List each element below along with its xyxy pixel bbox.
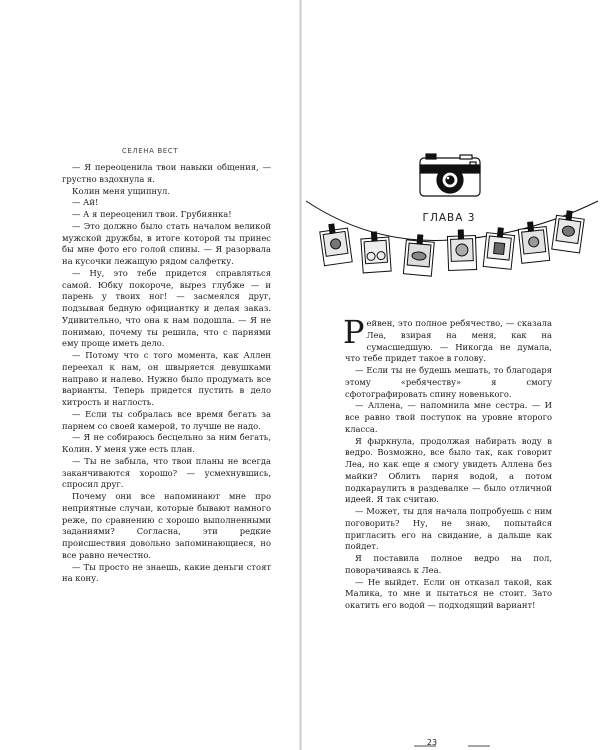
paragraph: — Если ты не будешь мешать, то благодаря этому «ребячеству» я смогу сфотографировать спину новенького. <box>345 365 552 399</box>
paragraph: — А я переоценил твои. Грубиянка! <box>72 209 232 219</box>
paragraph: Колин меня ущипнул. <box>72 185 171 196</box>
paragraph: — Потому что с того момента, как Аллен переехал к нам, он швыряется девушками направо и налево. Нужно было продумать все варианты. Теперь придется пустить в дело хитрость и наглость. <box>62 350 271 407</box>
paragraph: — Ты просто не знаешь, какие деньги стоят на кону. <box>62 561 271 584</box>
paragraph: Я поставила полное ведро на пол, поворачиваясь к Леа. <box>345 553 552 575</box>
paragraph: — Если ты собралась все время бегать за парнем со своей камерой, то лучше не надо. <box>62 408 271 431</box>
camera-icon <box>420 154 480 196</box>
paragraph: — Не выйдет. Если он отказал такой, как Малика, то мне и пытаться не стоит. Зато окатить его водой — подходящий вариант! <box>345 576 552 610</box>
paragraph: — Я не собираюсь бесцельно за ним бегать, Колин. У меня уже есть план. <box>62 432 271 454</box>
paragraph: Почему они все напоминают мне про неприятные случаи, которые бывают намного реже, по сравнению с хорошо выполненными заданиями? Согласна, эти редкие происшествия довольно запоминающиеся, но все равно нечестно. <box>62 491 271 560</box>
drop-cap: Р <box>343 313 365 351</box>
paragraph: — Ай! <box>72 197 99 208</box>
right-page-text <box>343 313 552 612</box>
paragraph: — Ну, это тебе придется справляться самой. Юбку покороче, вырез глубже — и парень у твоих ног! — засмеялся друг, подзывая бедную официантку и делая заказ. Удивительно, что она к нам подошла. — Я не понимаю, почему ты решила, что с парнями ему проще иметь дело. <box>62 267 271 349</box>
paragraph: — Аллена, — напомнила мне сестра. — И все равно твой поступок на уровне второго класса. <box>345 400 552 434</box>
paragraph: — Это должно было стать началом великой мужской дружбы, в итоге которой ты принес бы мне фото его голой спины. — Я разорвала на кусочки лежащую рядом салфетку. <box>62 220 271 266</box>
left-page-text <box>62 162 271 585</box>
right-page <box>302 0 600 750</box>
paragraph: — Ты не забыла, что твои планы не всегда заканчиваются хорошо? — усмехнувшись, спросил друг. <box>62 455 271 490</box>
paragraph: — Я переоценила твои навыки общения, — грустно вздохнула я. <box>62 162 271 184</box>
opening-text: ейвен, это полное ребячество, — сказала Леа, взирая на меня, как на сумасшедшую. — Никогда не думала, что тебе придет такое в голову. <box>345 318 552 364</box>
page-number: 23 <box>426 738 438 747</box>
paragraph: — Может, ты для начала попробуешь с ним поговорить? Ну, не знаю, попытайся пригласить его на свидание, а дальше как пойдет. <box>345 506 552 552</box>
paragraph: Я фыркнула, продолжая набирать воду в ведро. Возможно, все было так, как говорит Леа, но как еще я смогу увидеть Аллена без майки? Облить парня водой, а потом подкараулить в раздевалке — было отличной идеей. Я так считаю. <box>345 435 552 505</box>
opening-paragraph <box>343 313 552 365</box>
running-head: СЕЛЕНА ВЕСТ <box>121 147 179 155</box>
chapter-title: ГЛАВА 3 <box>422 212 476 224</box>
